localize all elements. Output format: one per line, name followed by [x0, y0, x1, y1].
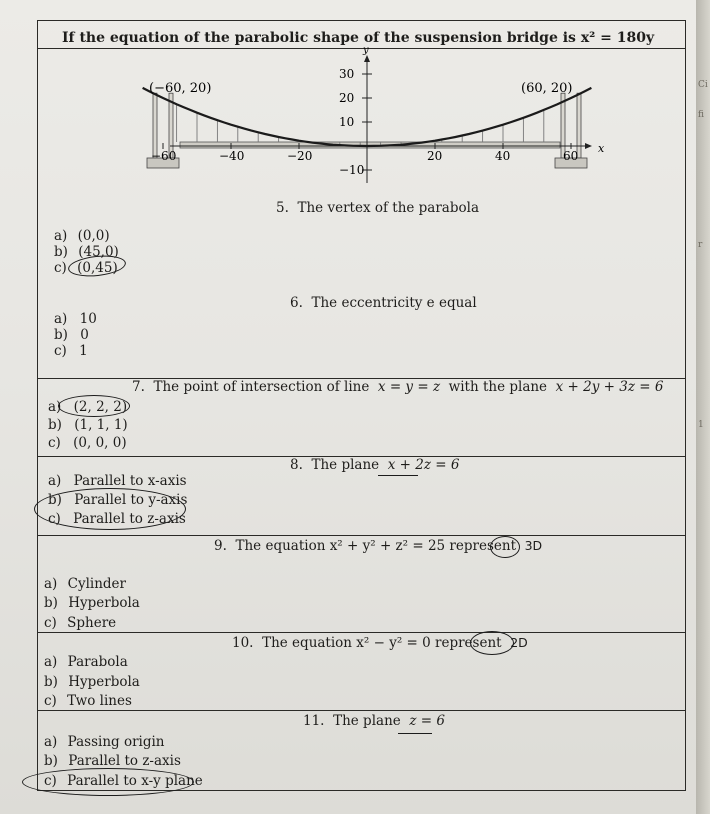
answer-circle-q8	[34, 488, 186, 530]
x-tick-label: −20	[287, 149, 313, 163]
underline-mark	[378, 475, 418, 476]
plane-equation: x + 2y + 3z = 6	[555, 379, 664, 395]
x-tick-label: 20	[427, 149, 443, 163]
answer-circle-q7	[58, 395, 130, 417]
y-tick-label: 30	[339, 67, 355, 81]
frame-right	[685, 20, 686, 790]
option-c: c) Two lines	[44, 693, 132, 709]
option-c: c) (0, 0, 0)	[48, 435, 127, 451]
underline-mark	[398, 733, 432, 734]
question-number: 5.	[276, 200, 289, 216]
question-5	[276, 200, 479, 216]
line-equation: x = y = z	[377, 379, 441, 395]
option-c: c) Parallel to z-axis	[48, 511, 186, 527]
question-6: 6. The eccentricity e equal	[290, 295, 477, 311]
option-b: b) (1, 1, 1)	[48, 417, 128, 433]
option-b: b) Parallel to y-axis	[48, 492, 188, 508]
question-10: 10. The equation x² − y² = 0 represent 2D	[232, 635, 528, 651]
option-b: b) Hyperbola	[44, 674, 140, 690]
x-tick-label: 40	[495, 149, 511, 163]
option-a: a) (2, 2, 2)	[48, 399, 128, 415]
option-c: c) Parallel to x-y plane	[44, 773, 203, 789]
y-axis-arrow	[364, 55, 370, 62]
question-9: 9. The equation x² + y² + z² = 25 represent 3D	[214, 538, 543, 554]
x-axis-label: x	[598, 142, 605, 155]
header-text: If the equation of the parabolic shape of the suspension bridge is x² = 180y	[62, 30, 655, 46]
answer-circle-q11	[22, 768, 194, 796]
y-tick-label: −10	[339, 163, 365, 177]
y-tick-label: 10	[339, 115, 355, 129]
option-b: b) Parallel to z-axis	[44, 753, 181, 769]
option-c: c) (0,45)	[54, 260, 118, 276]
option-c: c) Sphere	[44, 615, 117, 631]
plane-equation: z = 6	[409, 713, 445, 729]
point-label-right: (60, 20)	[521, 81, 573, 96]
option-b: b) 0	[54, 327, 89, 343]
x-tick-label: −60	[151, 149, 177, 163]
option-a: a) 10	[54, 311, 97, 327]
bridge-parabola-chart	[149, 45, 620, 198]
x-axis-arrow	[585, 143, 592, 149]
note-circle-q9	[490, 536, 520, 558]
x-tick-label: 60	[563, 149, 579, 163]
question-7: 7. The point of intersection of line x = y = z with the plane x + 2y + 3z = 6	[132, 379, 664, 395]
option-b: b) (45,0)	[54, 244, 119, 260]
handwritten-note: 2D	[510, 635, 528, 650]
option-a: a) Parabola	[44, 654, 128, 670]
section-rule	[37, 632, 686, 633]
option-a: a) (0,0)	[54, 228, 110, 244]
note-circle-q10	[470, 631, 514, 655]
frame-top	[37, 20, 686, 21]
section-rule	[37, 535, 686, 536]
plane-equation: x + 2z = 6	[387, 457, 460, 473]
option-a: a) Parallel to x-axis	[48, 473, 187, 489]
adjacent-page-edge: Ci fi r 1	[696, 0, 710, 814]
question-text: The vertex of the parabola	[297, 200, 479, 216]
option-a: a) Cylinder	[44, 576, 126, 592]
point-label-left: (−60, 20)	[149, 81, 212, 96]
y-tick-label: 20	[339, 91, 355, 105]
section-rule	[37, 710, 686, 711]
handwritten-note: 3D	[524, 538, 543, 553]
option-c: c) 1	[54, 343, 88, 359]
question-11: 11. The plane z = 6	[303, 713, 445, 729]
frame-left	[37, 20, 38, 790]
x-tick-label: −40	[219, 149, 245, 163]
option-b: b) Hyperbola	[44, 595, 140, 611]
question-8: 8. The plane x + 2z = 6	[290, 457, 460, 473]
y-axis-label: y	[363, 45, 369, 56]
option-a: a) Passing origin	[44, 734, 165, 750]
